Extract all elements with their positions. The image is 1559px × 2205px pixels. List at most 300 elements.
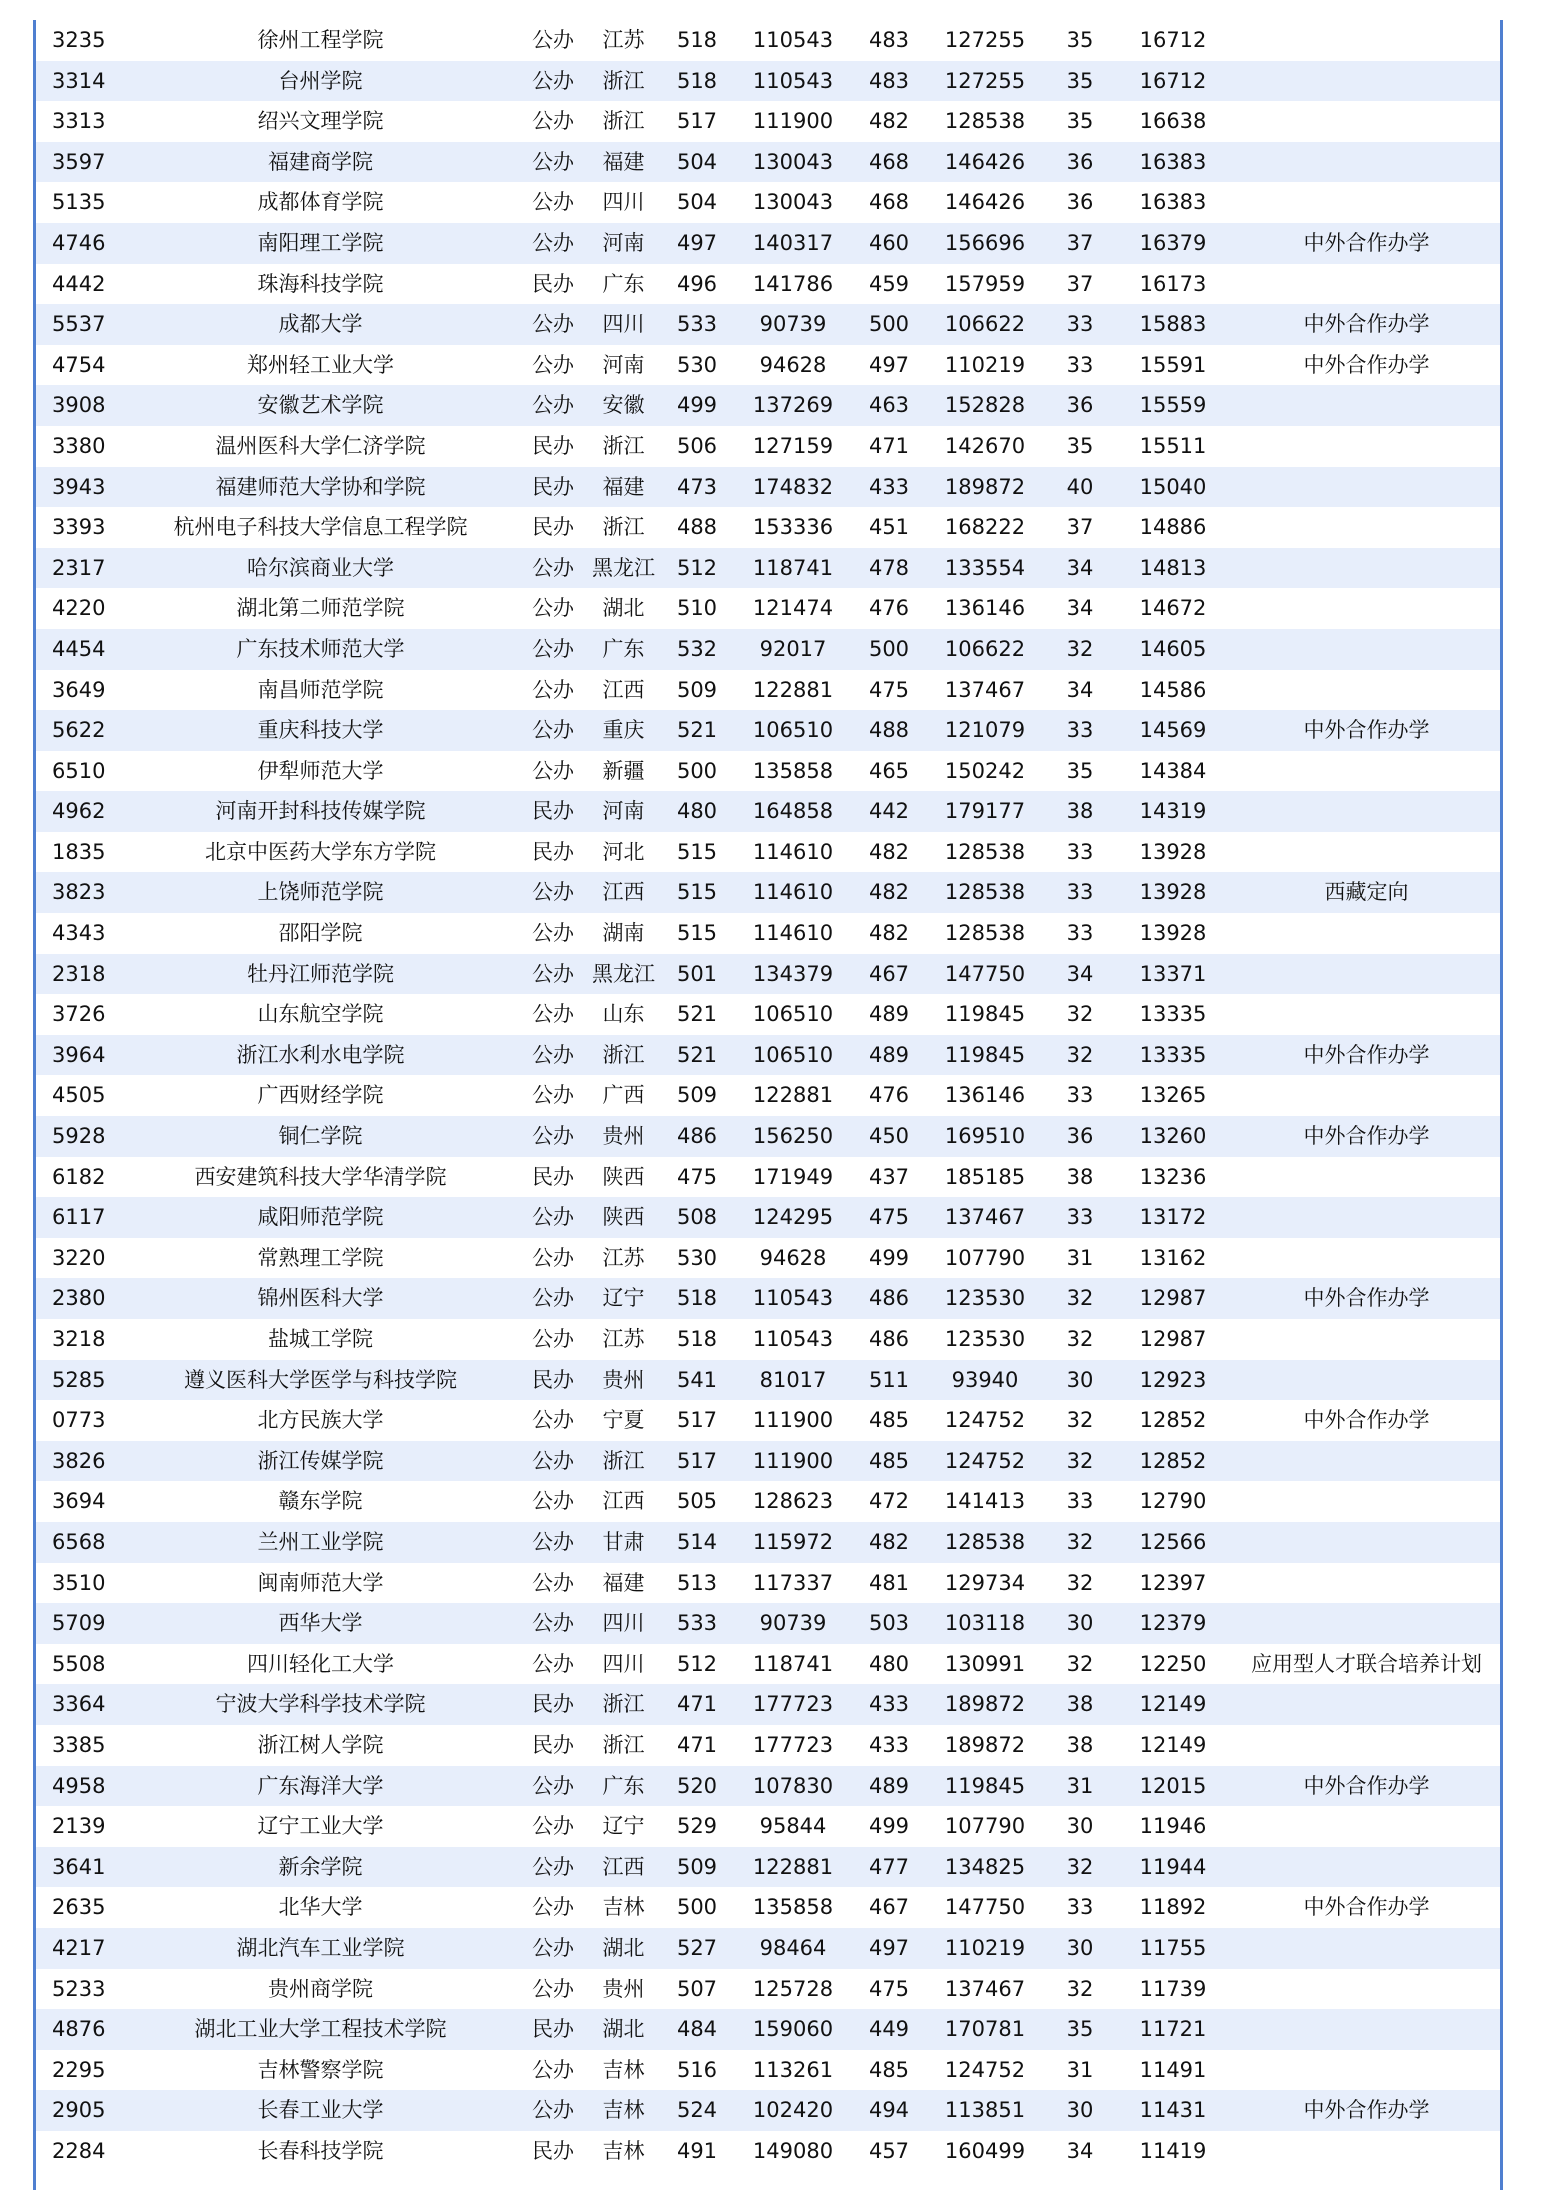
diff-cell: 30 bbox=[1047, 1928, 1113, 1969]
rank-diff-cell: 16712 bbox=[1113, 61, 1233, 102]
table-row bbox=[36, 1116, 1500, 1157]
table-row bbox=[36, 1441, 1500, 1482]
diff-cell: 35 bbox=[1047, 751, 1113, 792]
min-rank-cell: 125728 bbox=[731, 1969, 855, 2010]
diff-cell: 37 bbox=[1047, 223, 1113, 264]
table-row bbox=[36, 142, 1500, 183]
table-row bbox=[36, 1928, 1500, 1969]
equiv-score-cell: 489 bbox=[855, 1035, 923, 1076]
remark-cell: 中外合作办学 bbox=[1233, 2090, 1500, 2131]
equiv-rank-cell: 189872 bbox=[923, 1684, 1047, 1725]
min-rank-cell: 177723 bbox=[731, 1684, 855, 1725]
min-rank-cell: 114610 bbox=[731, 832, 855, 873]
equiv-score-cell: 482 bbox=[855, 872, 923, 913]
min-rank-cell: 115972 bbox=[731, 1522, 855, 1563]
equiv-score-cell: 463 bbox=[855, 385, 923, 426]
remark-cell: 中外合作办学 bbox=[1233, 1400, 1500, 1441]
remark-cell bbox=[1233, 1684, 1500, 1725]
school-type-cell: 公办 bbox=[522, 1969, 584, 2010]
table-row bbox=[36, 1197, 1500, 1238]
equiv-score-cell: 468 bbox=[855, 182, 923, 223]
province-cell: 浙江 bbox=[584, 1035, 663, 1076]
province-cell: 广西 bbox=[584, 1075, 663, 1116]
school-type-cell: 公办 bbox=[522, 61, 584, 102]
min-rank-cell: 114610 bbox=[731, 913, 855, 954]
rank-diff-cell: 11944 bbox=[1113, 1847, 1233, 1888]
equiv-rank-cell: 179177 bbox=[923, 791, 1047, 832]
diff-cell: 30 bbox=[1047, 1603, 1113, 1644]
equiv-rank-cell: 137467 bbox=[923, 1969, 1047, 2010]
diff-cell: 34 bbox=[1047, 2131, 1113, 2172]
school-code-cell: 6568 bbox=[36, 1522, 119, 1563]
school-code-cell: 1835 bbox=[36, 832, 119, 873]
school-code-cell: 5537 bbox=[36, 304, 119, 345]
school-name-cell: 辽宁工业大学 bbox=[119, 1806, 522, 1847]
min-rank-cell: 135858 bbox=[731, 1887, 855, 1928]
school-name-cell: 湖北汽车工业学院 bbox=[119, 1928, 522, 1969]
remark-cell bbox=[1233, 426, 1500, 467]
min-rank-cell: 135858 bbox=[731, 751, 855, 792]
rank-diff-cell: 11892 bbox=[1113, 1887, 1233, 1928]
equiv-score-cell: 500 bbox=[855, 304, 923, 345]
remark-cell: 应用型人才联合培养计划 bbox=[1233, 1644, 1500, 1685]
school-type-cell: 公办 bbox=[522, 1197, 584, 1238]
school-name-cell: 伊犁师范大学 bbox=[119, 751, 522, 792]
school-name-cell: 成都大学 bbox=[119, 304, 522, 345]
min-rank-cell: 117337 bbox=[731, 1563, 855, 1604]
min-score-cell: 514 bbox=[663, 1522, 731, 1563]
equiv-score-cell: 482 bbox=[855, 1522, 923, 1563]
table-row bbox=[36, 182, 1500, 223]
rank-diff-cell: 15511 bbox=[1113, 426, 1233, 467]
school-name-cell: 温州医科大学仁济学院 bbox=[119, 426, 522, 467]
remark-cell bbox=[1233, 1360, 1500, 1401]
school-name-cell: 赣东学院 bbox=[119, 1481, 522, 1522]
remark-cell bbox=[1233, 1603, 1500, 1644]
min-rank-cell: 153336 bbox=[731, 507, 855, 548]
school-type-cell: 民办 bbox=[522, 507, 584, 548]
equiv-rank-cell: 129734 bbox=[923, 1563, 1047, 1604]
min-rank-cell: 111900 bbox=[731, 1441, 855, 1482]
school-name-cell: 北京中医药大学东方学院 bbox=[119, 832, 522, 873]
province-cell: 辽宁 bbox=[584, 1806, 663, 1847]
equiv-rank-cell: 113851 bbox=[923, 2090, 1047, 2131]
min-rank-cell: 121474 bbox=[731, 588, 855, 629]
remark-cell bbox=[1233, 142, 1500, 183]
equiv-score-cell: 476 bbox=[855, 588, 923, 629]
table-row bbox=[36, 61, 1500, 102]
school-code-cell: 3694 bbox=[36, 1481, 119, 1522]
rank-diff-cell: 13172 bbox=[1113, 1197, 1233, 1238]
school-type-cell: 公办 bbox=[522, 1766, 584, 1807]
remark-cell bbox=[1233, 548, 1500, 589]
province-cell: 湖南 bbox=[584, 913, 663, 954]
remark-cell bbox=[1233, 101, 1500, 142]
remark-cell bbox=[1233, 1075, 1500, 1116]
min-rank-cell: 137269 bbox=[731, 385, 855, 426]
equiv-score-cell: 467 bbox=[855, 1887, 923, 1928]
equiv-score-cell: 460 bbox=[855, 223, 923, 264]
remark-cell bbox=[1233, 1197, 1500, 1238]
rank-diff-cell: 15559 bbox=[1113, 385, 1233, 426]
diff-cell: 30 bbox=[1047, 1806, 1113, 1847]
min-rank-cell: 106510 bbox=[731, 994, 855, 1035]
diff-cell: 33 bbox=[1047, 1887, 1113, 1928]
min-score-cell: 518 bbox=[663, 61, 731, 102]
school-type-cell: 民办 bbox=[522, 2131, 584, 2172]
equiv-rank-cell: 123530 bbox=[923, 1278, 1047, 1319]
school-code-cell: 5135 bbox=[36, 182, 119, 223]
equiv-rank-cell: 124752 bbox=[923, 1441, 1047, 1482]
remark-cell bbox=[1233, 1441, 1500, 1482]
equiv-score-cell: 475 bbox=[855, 1197, 923, 1238]
min-rank-cell: 130043 bbox=[731, 142, 855, 183]
province-cell: 吉林 bbox=[584, 1887, 663, 1928]
school-code-cell: 3393 bbox=[36, 507, 119, 548]
school-code-cell: 5508 bbox=[36, 1644, 119, 1685]
rank-diff-cell: 15040 bbox=[1113, 467, 1233, 508]
equiv-rank-cell: 137467 bbox=[923, 670, 1047, 711]
rank-diff-cell: 12015 bbox=[1113, 1766, 1233, 1807]
min-score-cell: 499 bbox=[663, 385, 731, 426]
min-rank-cell: 122881 bbox=[731, 670, 855, 711]
school-code-cell: 5928 bbox=[36, 1116, 119, 1157]
min-score-cell: 518 bbox=[663, 1319, 731, 1360]
school-type-cell: 民办 bbox=[522, 832, 584, 873]
min-rank-cell: 171949 bbox=[731, 1157, 855, 1198]
min-score-cell: 471 bbox=[663, 1684, 731, 1725]
table-row bbox=[36, 2090, 1500, 2131]
min-rank-cell: 174832 bbox=[731, 467, 855, 508]
province-cell: 广东 bbox=[584, 1766, 663, 1807]
table-row bbox=[36, 1603, 1500, 1644]
table-row bbox=[36, 101, 1500, 142]
diff-cell: 34 bbox=[1047, 670, 1113, 711]
diff-cell: 32 bbox=[1047, 1441, 1113, 1482]
equiv-rank-cell: 119845 bbox=[923, 1035, 1047, 1076]
diff-cell: 36 bbox=[1047, 142, 1113, 183]
equiv-score-cell: 483 bbox=[855, 61, 923, 102]
rank-diff-cell: 11755 bbox=[1113, 1928, 1233, 1969]
rank-diff-cell: 13335 bbox=[1113, 994, 1233, 1035]
province-cell: 吉林 bbox=[584, 2131, 663, 2172]
province-cell: 浙江 bbox=[584, 507, 663, 548]
school-name-cell: 北华大学 bbox=[119, 1887, 522, 1928]
school-type-cell: 公办 bbox=[522, 1319, 584, 1360]
school-code-cell: 3364 bbox=[36, 1684, 119, 1725]
school-code-cell: 4343 bbox=[36, 913, 119, 954]
province-cell: 黑龙江 bbox=[584, 548, 663, 589]
equiv-score-cell: 449 bbox=[855, 2009, 923, 2050]
remark-cell bbox=[1233, 791, 1500, 832]
equiv-rank-cell: 128538 bbox=[923, 101, 1047, 142]
school-type-cell: 公办 bbox=[522, 1928, 584, 1969]
min-score-cell: 530 bbox=[663, 345, 731, 386]
min-score-cell: 496 bbox=[663, 264, 731, 305]
school-type-cell: 民办 bbox=[522, 1360, 584, 1401]
school-type-cell: 公办 bbox=[522, 1035, 584, 1076]
school-type-cell: 公办 bbox=[522, 994, 584, 1035]
province-cell: 江西 bbox=[584, 1481, 663, 1522]
province-cell: 江西 bbox=[584, 872, 663, 913]
school-type-cell: 公办 bbox=[522, 2050, 584, 2091]
min-score-cell: 517 bbox=[663, 1441, 731, 1482]
school-name-cell: 贵州商学院 bbox=[119, 1969, 522, 2010]
diff-cell: 35 bbox=[1047, 101, 1113, 142]
table-row bbox=[36, 223, 1500, 264]
school-type-cell: 公办 bbox=[522, 1806, 584, 1847]
rank-diff-cell: 11431 bbox=[1113, 2090, 1233, 2131]
school-code-cell: 5233 bbox=[36, 1969, 119, 2010]
remark-cell bbox=[1233, 832, 1500, 873]
equiv-rank-cell: 110219 bbox=[923, 1928, 1047, 1969]
school-code-cell: 3826 bbox=[36, 1441, 119, 1482]
school-type-cell: 公办 bbox=[522, 2090, 584, 2131]
rank-diff-cell: 11491 bbox=[1113, 2050, 1233, 2091]
rank-diff-cell: 14384 bbox=[1113, 751, 1233, 792]
school-name-cell: 广东海洋大学 bbox=[119, 1766, 522, 1807]
school-type-cell: 公办 bbox=[522, 385, 584, 426]
school-type-cell: 公办 bbox=[522, 304, 584, 345]
school-code-cell: 3943 bbox=[36, 467, 119, 508]
school-code-cell: 2380 bbox=[36, 1278, 119, 1319]
remark-cell bbox=[1233, 2131, 1500, 2172]
school-name-cell: 福建商学院 bbox=[119, 142, 522, 183]
diff-cell: 36 bbox=[1047, 1116, 1113, 1157]
school-code-cell: 2905 bbox=[36, 2090, 119, 2131]
equiv-rank-cell: 136146 bbox=[923, 1075, 1047, 1116]
min-score-cell: 512 bbox=[663, 1644, 731, 1685]
school-type-cell: 公办 bbox=[522, 710, 584, 751]
min-rank-cell: 141786 bbox=[731, 264, 855, 305]
table-row bbox=[36, 304, 1500, 345]
province-cell: 江西 bbox=[584, 1847, 663, 1888]
diff-cell: 36 bbox=[1047, 182, 1113, 223]
table-row bbox=[36, 264, 1500, 305]
school-type-cell: 民办 bbox=[522, 264, 584, 305]
rank-diff-cell: 15883 bbox=[1113, 304, 1233, 345]
province-cell: 广东 bbox=[584, 629, 663, 670]
province-cell: 湖北 bbox=[584, 2009, 663, 2050]
school-code-cell: 3235 bbox=[36, 20, 119, 61]
equiv-rank-cell: 107790 bbox=[923, 1806, 1047, 1847]
min-score-cell: 491 bbox=[663, 2131, 731, 2172]
equiv-score-cell: 480 bbox=[855, 1644, 923, 1685]
equiv-rank-cell: 127255 bbox=[923, 20, 1047, 61]
equiv-score-cell: 472 bbox=[855, 1481, 923, 1522]
equiv-rank-cell: 142670 bbox=[923, 426, 1047, 467]
school-type-cell: 公办 bbox=[522, 1441, 584, 1482]
rank-diff-cell: 12987 bbox=[1113, 1278, 1233, 1319]
equiv-rank-cell: 189872 bbox=[923, 467, 1047, 508]
equiv-score-cell: 481 bbox=[855, 1563, 923, 1604]
min-score-cell: 532 bbox=[663, 629, 731, 670]
remark-cell bbox=[1233, 1319, 1500, 1360]
school-type-cell: 公办 bbox=[522, 872, 584, 913]
equiv-rank-cell: 103118 bbox=[923, 1603, 1047, 1644]
equiv-score-cell: 465 bbox=[855, 751, 923, 792]
equiv-rank-cell: 134825 bbox=[923, 1847, 1047, 1888]
table-row bbox=[36, 385, 1500, 426]
min-rank-cell: 140317 bbox=[731, 223, 855, 264]
equiv-rank-cell: 185185 bbox=[923, 1157, 1047, 1198]
min-score-cell: 520 bbox=[663, 1766, 731, 1807]
diff-cell: 32 bbox=[1047, 1563, 1113, 1604]
school-type-cell: 民办 bbox=[522, 1157, 584, 1198]
equiv-score-cell: 497 bbox=[855, 345, 923, 386]
school-name-cell: 杭州电子科技大学信息工程学院 bbox=[119, 507, 522, 548]
table-row bbox=[36, 1847, 1500, 1888]
equiv-score-cell: 486 bbox=[855, 1319, 923, 1360]
province-cell: 福建 bbox=[584, 467, 663, 508]
diff-cell: 34 bbox=[1047, 548, 1113, 589]
province-cell: 新疆 bbox=[584, 751, 663, 792]
school-code-cell: 2139 bbox=[36, 1806, 119, 1847]
equiv-score-cell: 489 bbox=[855, 1766, 923, 1807]
equiv-rank-cell: 156696 bbox=[923, 223, 1047, 264]
rank-diff-cell: 15591 bbox=[1113, 345, 1233, 386]
min-score-cell: 480 bbox=[663, 791, 731, 832]
min-rank-cell: 118741 bbox=[731, 1644, 855, 1685]
school-name-cell: 吉林警察学院 bbox=[119, 2050, 522, 2091]
min-score-cell: 533 bbox=[663, 304, 731, 345]
min-rank-cell: 98464 bbox=[731, 1928, 855, 1969]
school-name-cell: 咸阳师范学院 bbox=[119, 1197, 522, 1238]
table-row bbox=[36, 1400, 1500, 1441]
school-type-cell: 公办 bbox=[522, 1563, 584, 1604]
min-score-cell: 515 bbox=[663, 832, 731, 873]
min-rank-cell: 111900 bbox=[731, 1400, 855, 1441]
school-code-cell: 3220 bbox=[36, 1238, 119, 1279]
equiv-score-cell: 499 bbox=[855, 1238, 923, 1279]
remark-cell bbox=[1233, 913, 1500, 954]
diff-cell: 31 bbox=[1047, 2050, 1113, 2091]
diff-cell: 31 bbox=[1047, 1238, 1113, 1279]
equiv-score-cell: 497 bbox=[855, 1928, 923, 1969]
diff-cell: 38 bbox=[1047, 1684, 1113, 1725]
school-type-cell: 公办 bbox=[522, 1481, 584, 1522]
school-code-cell: 2295 bbox=[36, 2050, 119, 2091]
school-name-cell: 浙江树人学院 bbox=[119, 1725, 522, 1766]
equiv-rank-cell: 137467 bbox=[923, 1197, 1047, 1238]
rank-diff-cell: 16383 bbox=[1113, 142, 1233, 183]
diff-cell: 33 bbox=[1047, 1197, 1113, 1238]
min-rank-cell: 110543 bbox=[731, 1278, 855, 1319]
province-cell: 安徽 bbox=[584, 385, 663, 426]
table-row bbox=[36, 1157, 1500, 1198]
diff-cell: 32 bbox=[1047, 1522, 1113, 1563]
school-code-cell: 4442 bbox=[36, 264, 119, 305]
remark-cell bbox=[1233, 507, 1500, 548]
equiv-rank-cell: 124752 bbox=[923, 2050, 1047, 2091]
school-code-cell: 4962 bbox=[36, 791, 119, 832]
equiv-rank-cell: 160499 bbox=[923, 2131, 1047, 2172]
province-cell: 江苏 bbox=[584, 20, 663, 61]
school-type-cell: 公办 bbox=[522, 1400, 584, 1441]
remark-cell: 中外合作办学 bbox=[1233, 1887, 1500, 1928]
diff-cell: 33 bbox=[1047, 913, 1113, 954]
min-score-cell: 475 bbox=[663, 1157, 731, 1198]
school-type-cell: 公办 bbox=[522, 588, 584, 629]
school-code-cell: 2635 bbox=[36, 1887, 119, 1928]
equiv-score-cell: 478 bbox=[855, 548, 923, 589]
school-code-cell: 4505 bbox=[36, 1075, 119, 1116]
min-rank-cell: 95844 bbox=[731, 1806, 855, 1847]
rank-diff-cell: 13265 bbox=[1113, 1075, 1233, 1116]
min-rank-cell: 128623 bbox=[731, 1481, 855, 1522]
remark-cell bbox=[1233, 182, 1500, 223]
min-score-cell: 508 bbox=[663, 1197, 731, 1238]
min-score-cell: 488 bbox=[663, 507, 731, 548]
min-score-cell: 517 bbox=[663, 101, 731, 142]
remark-cell bbox=[1233, 264, 1500, 305]
min-score-cell: 518 bbox=[663, 20, 731, 61]
rank-diff-cell: 16173 bbox=[1113, 264, 1233, 305]
table-row bbox=[36, 710, 1500, 751]
diff-cell: 38 bbox=[1047, 1725, 1113, 1766]
rank-diff-cell: 12149 bbox=[1113, 1725, 1233, 1766]
diff-cell: 36 bbox=[1047, 385, 1113, 426]
school-type-cell: 公办 bbox=[522, 182, 584, 223]
equiv-score-cell: 503 bbox=[855, 1603, 923, 1644]
min-rank-cell: 106510 bbox=[731, 710, 855, 751]
equiv-rank-cell: 128538 bbox=[923, 913, 1047, 954]
province-cell: 山东 bbox=[584, 994, 663, 1035]
remark-cell bbox=[1233, 467, 1500, 508]
remark-cell: 中外合作办学 bbox=[1233, 710, 1500, 751]
remark-cell bbox=[1233, 954, 1500, 995]
school-name-cell: 四川轻化工大学 bbox=[119, 1644, 522, 1685]
remark-cell bbox=[1233, 2050, 1500, 2091]
min-score-cell: 510 bbox=[663, 588, 731, 629]
province-cell: 浙江 bbox=[584, 1441, 663, 1482]
school-code-cell: 3313 bbox=[36, 101, 119, 142]
province-cell: 四川 bbox=[584, 304, 663, 345]
table-row bbox=[36, 467, 1500, 508]
diff-cell: 35 bbox=[1047, 2009, 1113, 2050]
school-type-cell: 公办 bbox=[522, 751, 584, 792]
school-name-cell: 新余学院 bbox=[119, 1847, 522, 1888]
min-score-cell: 504 bbox=[663, 142, 731, 183]
rank-diff-cell: 12923 bbox=[1113, 1360, 1233, 1401]
min-score-cell: 512 bbox=[663, 548, 731, 589]
school-code-cell: 2284 bbox=[36, 2131, 119, 2172]
rank-diff-cell: 14569 bbox=[1113, 710, 1233, 751]
school-type-cell: 公办 bbox=[522, 1522, 584, 1563]
remark-cell: 西藏定向 bbox=[1233, 872, 1500, 913]
diff-cell: 32 bbox=[1047, 1319, 1113, 1360]
school-type-cell: 公办 bbox=[522, 548, 584, 589]
diff-cell: 37 bbox=[1047, 507, 1113, 548]
school-type-cell: 公办 bbox=[522, 223, 584, 264]
diff-cell: 32 bbox=[1047, 629, 1113, 670]
rank-diff-cell: 12852 bbox=[1113, 1441, 1233, 1482]
remark-cell bbox=[1233, 629, 1500, 670]
school-code-cell: 4217 bbox=[36, 1928, 119, 1969]
table-row bbox=[36, 1238, 1500, 1279]
min-rank-cell: 110543 bbox=[731, 20, 855, 61]
admission-score-table bbox=[36, 20, 1500, 2171]
diff-cell: 32 bbox=[1047, 1644, 1113, 1685]
min-rank-cell: 113261 bbox=[731, 2050, 855, 2091]
equiv-score-cell: 485 bbox=[855, 1441, 923, 1482]
equiv-rank-cell: 106622 bbox=[923, 304, 1047, 345]
school-code-cell: 6117 bbox=[36, 1197, 119, 1238]
table-row bbox=[36, 751, 1500, 792]
province-cell: 辽宁 bbox=[584, 1278, 663, 1319]
min-rank-cell: 107830 bbox=[731, 1766, 855, 1807]
school-type-cell: 公办 bbox=[522, 1278, 584, 1319]
